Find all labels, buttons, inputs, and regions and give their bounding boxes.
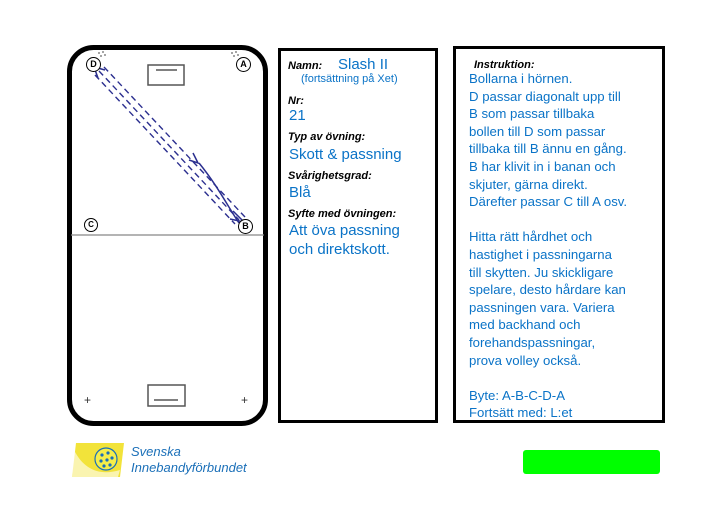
purpose-line-1: Att öva passning — [289, 222, 400, 239]
instructions-label: Instruktion: — [474, 59, 535, 71]
status-indicator — [523, 450, 660, 474]
type-value: Skott & passning — [289, 146, 402, 163]
nr-value: 21 — [289, 107, 306, 124]
player-a-marker — [236, 57, 251, 72]
corner-cross-left: + — [84, 393, 92, 407]
name-label: Namn: — [288, 60, 323, 72]
rink-diagram — [67, 45, 268, 426]
player-d-label: D — [90, 59, 97, 69]
logo-text-line-1: Svenska — [131, 444, 181, 459]
rink-svg — [67, 45, 268, 426]
player-a-label: A — [240, 59, 247, 69]
player-b-label: B — [242, 221, 249, 231]
player-b-marker — [238, 219, 253, 234]
name-subtitle: (fortsättning på Xet) — [301, 73, 398, 85]
nr-label: Nr: — [288, 95, 304, 107]
name-value: Slash II — [338, 56, 389, 73]
purpose-line-2: och direktskott. — [289, 241, 390, 258]
corner-cross-right: + — [241, 393, 249, 407]
logo-mark — [70, 440, 130, 480]
player-c-marker — [84, 218, 98, 232]
logo-text-line-2: Innebandyförbundet — [131, 460, 247, 475]
type-label: Typ av övning: — [288, 131, 366, 143]
federation-logo — [70, 440, 270, 480]
bottom-goal — [148, 385, 185, 406]
instructions-text: Bollarna i hörnen. D passar diagonalt upp till B som passar tillbaka bollen till D som passar tillbaka till B ännu en gång. B har klivit in i banan och skjuter, gärna direkt. Därefter passar C till A osv. Hitta rätt hårdhet och hastighet i passningarna till skytten. Ju skickligare spelare, desto hårdare kan passningen vara. Variera med backhand och forehandspassningar, prova volley också. Byte: A-B-C-D-A Fortsätt med: L:et — [469, 71, 628, 421]
purpose-label: Syfte med övningen: — [288, 208, 397, 220]
player-c-label: C — [88, 220, 94, 229]
top-goal — [148, 65, 184, 85]
player-d-marker — [86, 57, 101, 72]
difficulty-value: Blå — [289, 184, 311, 201]
difficulty-label: Svårighetsgrad: — [288, 170, 372, 182]
